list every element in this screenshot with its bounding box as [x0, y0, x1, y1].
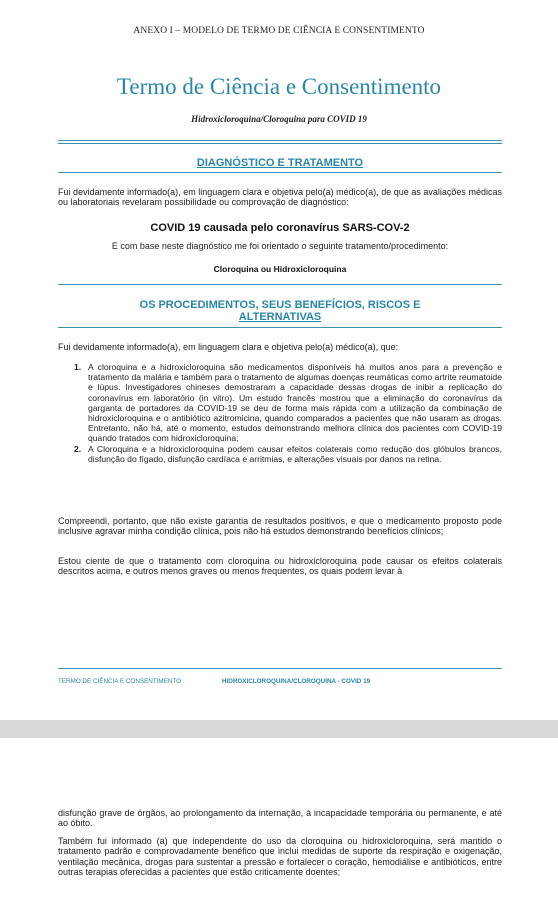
document-subtitle: Hidroxicloroquina/Cloroquina para COVID 19	[191, 114, 367, 124]
list-item	[58, 362, 502, 444]
annex-header: ANEXO I – MODELO DE TERMO DE CIÊNCIA E CONSENTIMENTO	[133, 26, 425, 36]
footer-left: TERMO DE CIÊNCIA E CONSENTIMENTO	[58, 678, 182, 685]
document-title: Termo de Ciência e Consentimento	[116, 74, 442, 99]
divider	[58, 284, 502, 285]
footer-right: HIDROXICLOROQUINA/CLOROQUINA - COVID 19	[222, 678, 371, 685]
treatment-intro: E com base neste diagnóstico me foi orientado o seguinte tratamento/procedimento:	[111, 241, 449, 251]
page-footer	[58, 678, 371, 685]
list-item	[58, 444, 502, 464]
paragraph-standard-treatment: Também fui informado (a) que independente do uso da cloroquina ou hidroxicloroquina, será mantido o tratamento padrão e comprovadamente benéfico que inclui medidas de suporte da respiração e oxigenação, ventilação mecânica, drogas para sustentar a pressão e fortalecer o coração, hemodiálise e antibióticos, entre outras terapias oferecidas a pacientes que estão criticamente doentes;	[58, 836, 502, 878]
paragraph-no-guarantee: Compreendi, portanto, que não existe garantia de resultados positivos, e que o medicamento proposto pode inclusive agravar minha condição clínica, pois não há estudos demonstrando benefícios clínicos;	[58, 516, 502, 537]
diagnosis-intro: Fui devidamente informado(a), em linguagem clara e objetiva pelo(a) médico(a), de que as avaliações médicas ou laboratoriais revelaram possibilidade ou comprovação de diagnóstico:	[58, 187, 502, 208]
list-item-number: 2.	[74, 443, 82, 454]
paragraph-continuation: disfunção grave de órgãos, ao prolongamento da internação, à incapacidade temporária ou permanente, e até ao óbito.	[58, 808, 502, 829]
section-heading-line: OS PROCEDIMENTOS, SEUS BENEFÍCIOS, RISCOS E	[139, 299, 421, 311]
section-heading-line: ALTERNATIVAS	[238, 311, 322, 323]
section-heading-diagnosis: DIAGNÓSTICO E TRATAMENTO	[196, 157, 364, 169]
section-heading-procedures	[58, 299, 502, 323]
list-item-text: A cloroquina e a hidroxicloroquina são medicamentos disponíveis há muitos anos para a prevenção e tratamento da malária e também para o tratamento de algumas doenças reumáticas como artrite reumatoide e lúpus. Investigadores chineses demostraram a capacidade dessas drogas de inibir a replicação do coronavírus em laboratório (in vitro). Um estudo francês mostrou que a eliminação do coronavírus da garganta de portadores da COVID-19 se deu de forma mais rápida com a utilização da combinação de hidroxicloroquina e o antibiótico azitromicina, quando comparados a pacientes que não usaram as drogas. Entretanto, não há, até o momento, estudos demonstrando melhora clínica dos pacientes com COVID-19 quando tratados com hidroxicloroquina;	[88, 362, 502, 444]
diagnosis-text: COVID 19 causada pelo coronavírus SARS-COV-2	[150, 222, 410, 234]
procedures-intro: Fui devidamente informado(a), em linguagem clara e objetiva pelo(a) médico(a), que:	[58, 342, 399, 352]
document-page-2	[0, 738, 558, 915]
divider	[58, 327, 502, 328]
treatment-text: Cloroquina ou Hidroxicloroquina	[213, 264, 347, 274]
procedures-list	[58, 362, 502, 464]
divider	[58, 140, 502, 141]
footer-divider	[58, 668, 502, 669]
list-item-text: A Cloroquina e a hidroxicloroquina podem causar efeitos colaterais como redução dos glóbulos brancos, disfunção do fígado, disfunção cardíaca e arritmias, e alterações visuais por danos na retina.	[88, 443, 502, 464]
list-item-number: 1.	[74, 362, 82, 372]
divider	[58, 143, 502, 144]
paragraph-side-effects: Estou ciente de que o tratamento com cloroquina ou hidroxicloroquina pode causar os efeitos colaterais descritos acima, e outros menos graves ou menos frequentes, os quais podem levar à	[58, 556, 502, 577]
divider	[58, 172, 502, 173]
